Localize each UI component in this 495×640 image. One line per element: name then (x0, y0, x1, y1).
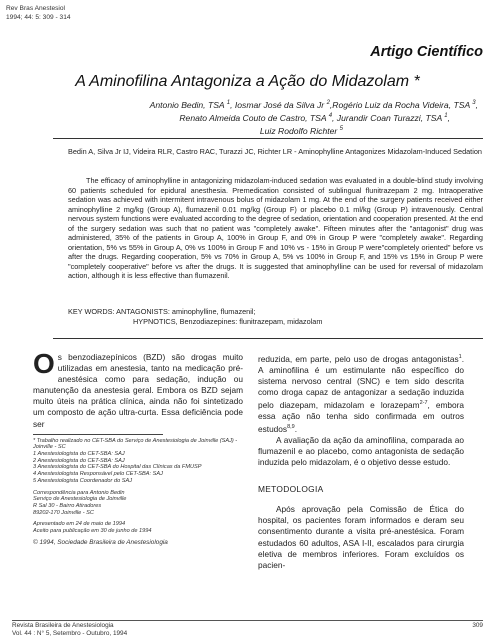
correspondence-line: R Sal 30 - Bairro Atiradores (33, 502, 102, 509)
section-label: Artigo Científico (370, 44, 483, 60)
journal-name: Rev Bras Anestesiol (6, 5, 66, 12)
author-superscript: 2 (326, 100, 330, 106)
author-text: , (475, 99, 478, 110)
correspondence-line: Correspondência para Antonio Bedin (33, 489, 125, 496)
correspondence-line: Serviço de Anestesiologia de Joinville (33, 496, 127, 503)
abstract (68, 176, 483, 281)
author-line-1 (40, 98, 478, 111)
author-superscript: 3 (472, 100, 476, 106)
right-column (258, 352, 464, 571)
footnote: 5 Anestesiologista Coordenador do SAJ (33, 477, 132, 484)
author-text: Renato Almeida Couto de Castro, TSA (179, 112, 329, 123)
copyright: © 1994, Sociedade Brasileira de Anestesiologia (33, 538, 168, 546)
body-text: . (294, 423, 298, 434)
keywords-line-1: KEY WORDS: ANTAGONISTS: aminophylline, flumazenil; (68, 307, 256, 316)
footnote: 1 Anestesiologista do CET-SBA: SAJ (33, 451, 125, 458)
methodology-paragraph: Após aprovação pela Comissão de Ética do hospital, os pacientes foram informados e deram seu consentimento durante a visita pré-anestésica. Foram estudados 60 adultos, ASA I-II, escalados para cirurgia eletiva de membros inferiores. Foram excluídos os pacien- (258, 504, 464, 570)
abstract-text: The efficacy of aminophylline in antagonizing midazolam-induced sedation was evaluated in a double-blind study involving 60 patients scheduled for epidural anesthesia. Premedication consisted of sublingual flunitrazepam 2 mg. Intraoperative sedation was achieved with intermitent intravenous bolus of midazolam 1 mg. At the end of the surgery patients received either aminophylline 2 mg/kg (Group A), flumazenil 0.01 mg/kg (Group F) or placebo 0.1 ml/kg (Group P) intravenously. Central nervous system functions were evaluated according to the degree of sedation, orientation and cooperation presented. At the end of the surgery sedation was such that no patient was "completely awake". Fifteen minutes after the "antagonist" drug was administered, 35% of the patients in Group A, 100% in Group F, and 0% in Group P were "completely awake". Regarding orientation, 5% vs 55% in Group A, 0% vs 100% in Group F and 10% vs - 15% in Group P were"completely oriented" before vs after the drugs. Regarding cooperation, 5% vs 70% in Group A, 5% vs 100% in Group F, and 15% vs 15% in Group P were "completely cooperative" before vs after the drugs. It is suggested that aminophylline can be used for reversal of midazolam action, although it is less effective than flumazenil. (68, 176, 483, 280)
author-superscript: 4 (328, 112, 333, 119)
reference-superscript: 2-7 (419, 400, 428, 407)
intro-paragraph (33, 348, 243, 430)
page-number: 309 (472, 622, 483, 629)
footnote: 3 Anestesiologista do CET-SBA do Hospital das Clínicas da FMUSP (33, 464, 202, 471)
body-text: . A aminofilina é um estimulante não específico do sistema nervoso central (SNC) e tem sido descrita como droga capaz de antagonizar a sedação induzida pelo diazepam, midazolam e lorazepam (258, 353, 464, 410)
footnote: 4 Anestesiologista Responsável pelo CET-SBA: SAJ (33, 471, 163, 478)
footnotes (33, 438, 243, 547)
left-column (33, 348, 243, 547)
author-text: , Jurandir Coan Turazzi, TSA (332, 112, 445, 123)
footer (12, 622, 127, 637)
author-line-3 (40, 124, 478, 137)
article-title: A Aminofilina Antagoniza a Ação do Midazolam * (75, 73, 420, 90)
english-citation: Bedin A, Silva Jr IJ, Videira RLR, Castro RAC, Turazzi JC, Richter LR - Aminophylline Antagonizes Midazolam-Induced Sedation (68, 147, 482, 156)
author-superscript: 1 (226, 100, 231, 106)
body-text: , embora essa ação não tenha sido confirmada em outros estudos (258, 399, 465, 434)
author-list (40, 98, 478, 137)
author-text: Antonio Bedin, TSA (149, 99, 227, 110)
correspondence-line: 89202-170 Joinville - SC (33, 509, 94, 516)
intro-text: s benzodiazepínicos (BZD) são drogas muito utilizadas em anestesia, tanto na medicação pré-anestésica como para sedação, indução ou manutenção da anestesia geral. Embora os BZD sejam muito úteis na prática clínica, ainda não foi sintetizado um composto de ação ultra-curta. Essa deficiência pode ser (33, 352, 243, 429)
footer-issue: Vol. 44 : N° 5, Setembro - Outubro, 1994 (12, 629, 128, 637)
reference-superscript: 8,9 (287, 424, 295, 431)
date-line: Apresentado em 24 de maio de 1994 (33, 521, 126, 528)
journal-reference (6, 5, 71, 22)
divider (53, 338, 483, 339)
body-text: reduzida, em parte, pelo uso de drogas antagonistas (258, 353, 459, 364)
drop-cap: O (33, 348, 55, 379)
keywords (68, 307, 483, 326)
author-text: , (447, 112, 450, 123)
author-text: , Iosmar José da Silva Jr (230, 99, 327, 110)
divider (53, 138, 483, 139)
author-superscript: 5 (339, 125, 343, 132)
footnote-divider (33, 434, 163, 435)
footnote: * Trabalho realizado no CET-SBA do Serviço de Anestesiologia de Joinville (SAJ) - Joinville - SC (33, 437, 238, 451)
author-line-2 (40, 111, 478, 124)
objective-paragraph: A avaliação da ação da aminofilina, comparada ao flumazenil e ao placebo, como antagonista de sedação induzida pelo midazolam, é o objetivo desse estudo. (258, 434, 464, 468)
reference-superscript: 1 (458, 354, 462, 360)
section-heading-methodology: METODOLOGIA (258, 484, 324, 495)
footer-journal: Revista Brasileira de Anestesiologia (12, 622, 114, 629)
keywords-line-2: HYPNOTICS, Benzodiazepines: flunitrazepam, midazolam (133, 316, 323, 326)
footnote: 2 Anestesiologista do CET-SBA: SAJ (33, 457, 125, 464)
intro-paragraph-continued (258, 352, 464, 435)
footer-divider (12, 620, 483, 621)
date-line: Aceito para publicação em 30 de junho de 1994 (33, 528, 152, 535)
author-text: ,Rogério Luiz da Rocha Videira, TSA (329, 99, 473, 110)
author-text: Luiz Rodolfo Richter (259, 125, 340, 136)
author-superscript: 1 (444, 112, 448, 119)
journal-volume: 1994; 44: 5: 309 - 314 (6, 13, 71, 21)
